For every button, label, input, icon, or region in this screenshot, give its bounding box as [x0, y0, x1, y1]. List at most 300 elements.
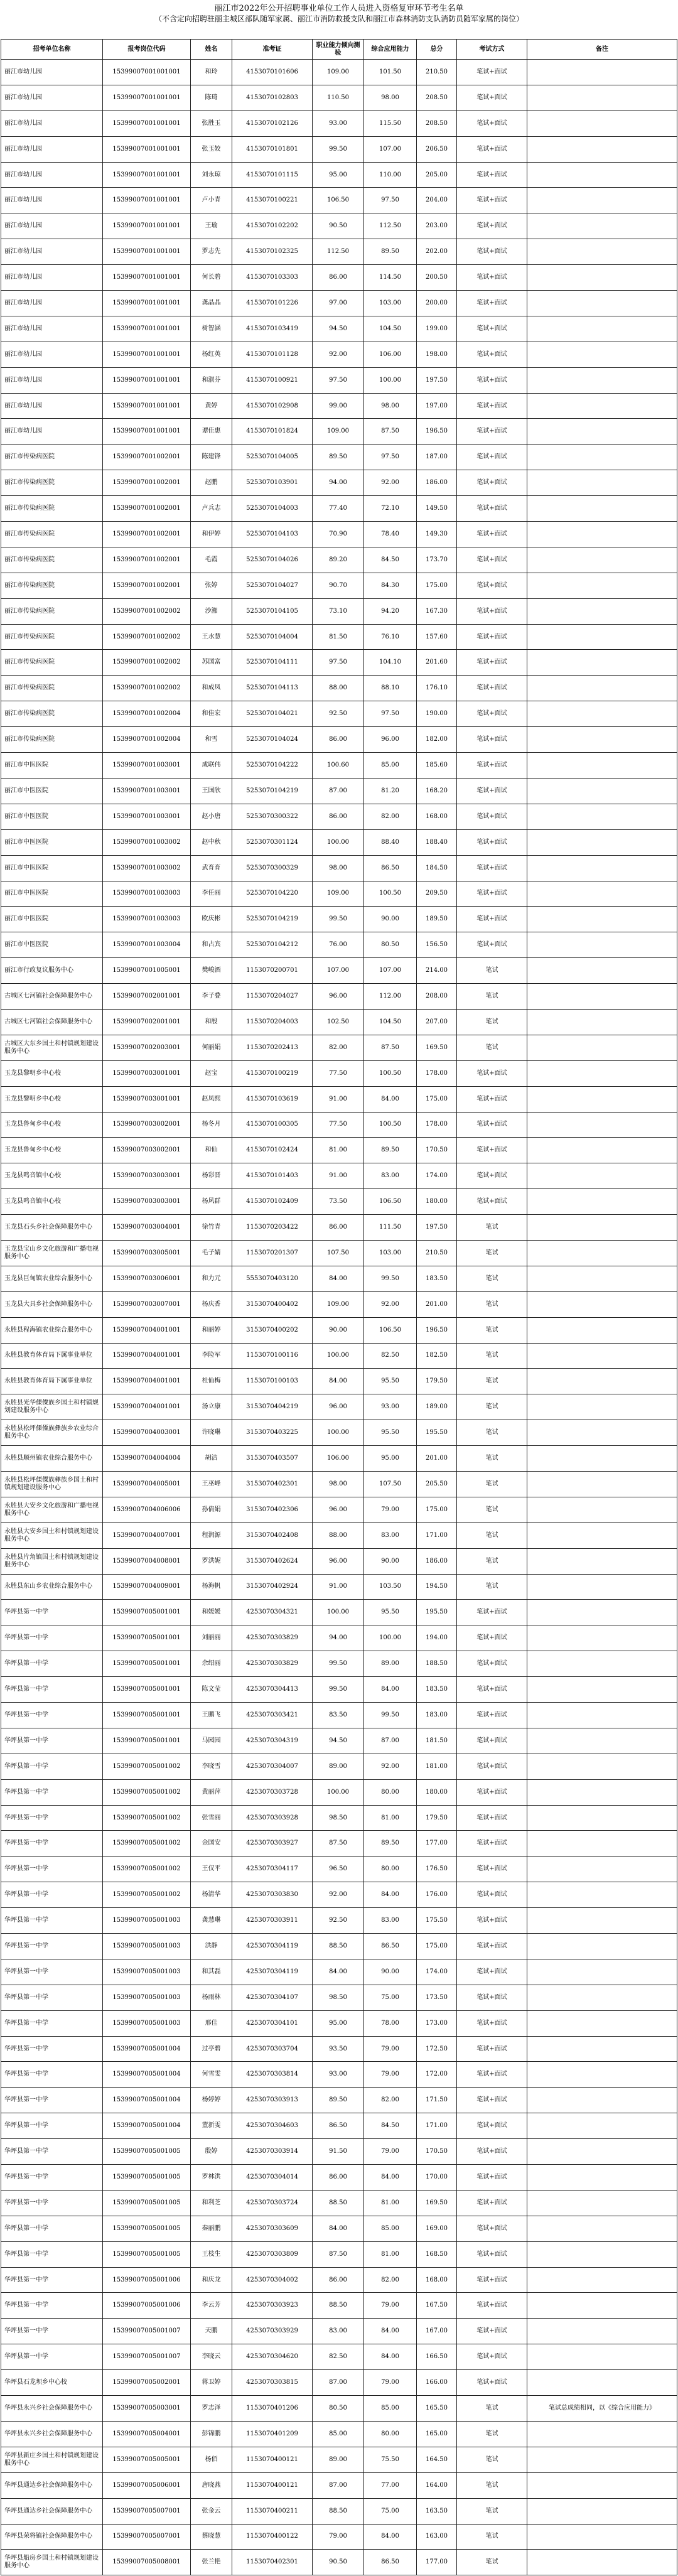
exam-mode-cell: 笔试+面试 — [457, 1985, 527, 2010]
name-cell: 张婷 — [191, 573, 232, 598]
remark-cell — [527, 1857, 677, 1882]
table-row — [1, 1908, 677, 1934]
ticket-cell: 3153070402306 — [232, 1497, 313, 1522]
post-code-cell: 15399007005001006 — [103, 2293, 191, 2319]
ticket-cell: 5253070104026 — [232, 547, 313, 573]
unit-cell: 古城区七河镇社会保障服务中心 — [1, 1009, 103, 1035]
ticket-cell: 4253070303927 — [232, 1831, 313, 1857]
exam-mode-cell: 笔试+面试 — [457, 2165, 527, 2191]
comprehensive-score-cell: 112.50 — [364, 213, 417, 239]
ticket-cell: 4253070304119 — [232, 1934, 313, 1959]
total-score-cell: 170.00 — [417, 2165, 457, 2191]
comprehensive-score-cell: 96.00 — [364, 727, 417, 753]
table-row — [1, 1369, 677, 1394]
aptitude-score-cell: 106.50 — [313, 188, 364, 213]
exam-mode-cell: 笔试+面试 — [457, 855, 527, 881]
name-cell: 蔡晓慧 — [191, 2524, 232, 2550]
aptitude-score-cell: 88.50 — [313, 2498, 364, 2524]
total-score-cell: 182.50 — [417, 1343, 457, 1369]
total-score-cell: 204.00 — [417, 188, 457, 213]
aptitude-score-cell: 87.00 — [313, 2370, 364, 2396]
aptitude-score-cell: 82.00 — [313, 1035, 364, 1060]
post-code-cell: 15399007003001001 — [103, 1086, 191, 1112]
aptitude-score-cell: 86.00 — [313, 2165, 364, 2191]
total-score-cell: 180.00 — [417, 1779, 457, 1805]
table-row — [1, 2421, 677, 2447]
table-row — [1, 316, 677, 342]
table-row — [1, 2113, 677, 2139]
post-code-cell: 15399007005001004 — [103, 2113, 191, 2139]
table-row — [1, 2139, 677, 2165]
ticket-cell: 4253070304014 — [232, 2165, 313, 2191]
remark-cell — [527, 701, 677, 727]
exam-mode-cell: 笔试+面试 — [457, 445, 527, 470]
post-code-cell: 15399007003002001 — [103, 1112, 191, 1138]
exam-mode-cell: 笔试+面试 — [457, 239, 527, 265]
unit-cell: 丽江市幼儿园 — [1, 213, 103, 239]
aptitude-score-cell: 89.50 — [313, 2088, 364, 2113]
name-cell: 彭锦鹏 — [191, 2421, 232, 2447]
remark-cell — [527, 1240, 677, 1266]
aptitude-score-cell: 99.50 — [313, 1677, 364, 1703]
remark-cell — [527, 1343, 677, 1369]
ticket-cell: 4253070303728 — [232, 1779, 313, 1805]
total-score-cell: 170.50 — [417, 1138, 457, 1163]
name-cell: 杨彩晋 — [191, 1163, 232, 1189]
table-row — [1, 2344, 677, 2370]
ticket-cell: 4253070303814 — [232, 2062, 313, 2088]
unit-cell: 永胜县东山乡农业综合服务中心 — [1, 1574, 103, 1600]
name-cell: 唐晓燕 — [191, 2472, 232, 2498]
unit-cell: 华坪县第一中学 — [1, 1754, 103, 1779]
exam-mode-cell: 笔试+面试 — [457, 624, 527, 650]
remark-cell — [527, 598, 677, 624]
ticket-cell: 5253070104222 — [232, 753, 313, 779]
exam-mode-cell: 笔试+面试 — [457, 1728, 527, 1754]
aptitude-score-cell: 109.00 — [313, 1291, 364, 1317]
total-score-cell: 168.50 — [417, 2241, 457, 2267]
table-row — [1, 804, 677, 829]
comprehensive-score-cell: 81.00 — [364, 2190, 417, 2216]
ticket-cell: 5253070104113 — [232, 676, 313, 701]
unit-cell: 丽江市中医医院 — [1, 932, 103, 958]
total-score-cell: 176.00 — [417, 1882, 457, 1908]
comprehensive-score-cell: 85.00 — [364, 753, 417, 779]
ticket-cell: 4153070101115 — [232, 162, 313, 188]
name-cell: 胡洁 — [191, 1446, 232, 1472]
aptitude-score-cell: 99.50 — [313, 136, 364, 162]
ticket-cell: 5253070104005 — [232, 445, 313, 470]
aptitude-score-cell: 91.00 — [313, 1086, 364, 1112]
name-cell: 杨婷婷 — [191, 2088, 232, 2113]
aptitude-score-cell: 94.50 — [313, 1728, 364, 1754]
unit-cell: 华坪县新庄乡国土和村镇规划建设服务中心 — [1, 2447, 103, 2472]
exam-mode-cell: 笔试+面试 — [457, 2010, 527, 2036]
total-score-cell: 194.00 — [417, 1625, 457, 1651]
aptitude-score-cell: 89.20 — [313, 547, 364, 573]
aptitude-score-cell: 95.00 — [313, 2010, 364, 2036]
unit-cell: 华坪县第一中学 — [1, 1934, 103, 1959]
ticket-cell: 4253070303809 — [232, 2241, 313, 2267]
exam-mode-cell: 笔试+面试 — [457, 2036, 527, 2062]
total-score-cell: 200.50 — [417, 265, 457, 291]
unit-cell: 丽江市幼儿园 — [1, 265, 103, 291]
remark-cell — [527, 393, 677, 419]
remark-cell — [527, 1934, 677, 1959]
unit-cell: 丽江市幼儿园 — [1, 291, 103, 316]
total-score-cell: 186.00 — [417, 1548, 457, 1574]
post-code-cell: 15399007001003004 — [103, 932, 191, 958]
table-row — [1, 2010, 677, 2036]
aptitude-score-cell: 100.00 — [313, 1420, 364, 1446]
comprehensive-score-cell: 97.50 — [364, 701, 417, 727]
aptitude-score-cell: 88.50 — [313, 2293, 364, 2319]
remark-cell — [527, 1497, 677, 1522]
aptitude-score-cell: 73.10 — [313, 598, 364, 624]
table-row — [1, 624, 677, 650]
total-score-cell: 172.50 — [417, 2036, 457, 2062]
remark-cell — [527, 2036, 677, 2062]
aptitude-score-cell: 93.00 — [313, 2062, 364, 2088]
post-code-cell: 15399007001001001 — [103, 110, 191, 136]
comprehensive-score-cell: 82.00 — [364, 804, 417, 829]
comprehensive-score-cell: 80.00 — [364, 1779, 417, 1805]
aptitude-score-cell: 89.00 — [313, 1754, 364, 1779]
total-score-cell: 183.50 — [417, 1677, 457, 1703]
exam-mode-cell: 笔试+面试 — [457, 1112, 527, 1138]
total-score-cell: 171.00 — [417, 2113, 457, 2139]
aptitude-score-cell: 93.50 — [313, 2036, 364, 2062]
total-score-cell: 173.50 — [417, 1985, 457, 2010]
post-code-cell: 15399007005001005 — [103, 2216, 191, 2241]
table-row — [1, 1471, 677, 1497]
exam-mode-cell: 笔试 — [457, 1291, 527, 1317]
ticket-cell: 4153070102908 — [232, 393, 313, 419]
comprehensive-score-cell: 107.00 — [364, 958, 417, 984]
unit-cell: 华坪县第一中学 — [1, 2036, 103, 2062]
aptitude-score-cell: 100.00 — [313, 1600, 364, 1625]
remark-cell — [527, 2241, 677, 2267]
post-code-cell: 15399007005001004 — [103, 2036, 191, 2062]
post-code-cell: 15399007004001001 — [103, 1369, 191, 1394]
remark-cell — [527, 2293, 677, 2319]
aptitude-score-cell: 90.00 — [313, 1317, 364, 1343]
post-code-cell: 15399007005001001 — [103, 1600, 191, 1625]
remark-cell — [527, 958, 677, 984]
total-score-cell: 167.30 — [417, 598, 457, 624]
header-remark: 备注 — [527, 40, 677, 60]
header-ticket: 准考证 — [232, 40, 313, 60]
header-total: 总分 — [417, 40, 457, 60]
total-score-cell: 177.00 — [417, 2550, 457, 2575]
table-row — [1, 60, 677, 85]
table-row — [1, 2370, 677, 2396]
table-row — [1, 573, 677, 598]
unit-cell: 玉龙县鸣音镇中心校 — [1, 1163, 103, 1189]
exam-mode-cell: 笔试+面试 — [457, 2370, 527, 2396]
total-score-cell: 174.00 — [417, 1959, 457, 1985]
total-score-cell: 197.00 — [417, 393, 457, 419]
total-score-cell: 149.30 — [417, 522, 457, 547]
unit-cell: 玉龙县宝山乡文化旅游和广播电视服务中心 — [1, 1240, 103, 1266]
unit-cell: 华坪县第一中学 — [1, 2010, 103, 2036]
comprehensive-score-cell: 94.20 — [364, 598, 417, 624]
unit-cell: 华坪县船房乡国土和村镇规划建设服务中心 — [1, 2550, 103, 2575]
comprehensive-score-cell: 90.00 — [364, 1959, 417, 1985]
unit-cell: 华坪县第一中学 — [1, 1857, 103, 1882]
total-score-cell: 188.40 — [417, 829, 457, 855]
unit-cell: 永胜县顺州镇农业综合服务中心 — [1, 1446, 103, 1472]
name-cell: 赵中秋 — [191, 829, 232, 855]
comprehensive-score-cell: 84.00 — [364, 2344, 417, 2370]
name-cell: 陈建锋 — [191, 445, 232, 470]
post-code-cell: 15399007001001001 — [103, 188, 191, 213]
exam-mode-cell: 笔试+面试 — [457, 778, 527, 804]
aptitude-score-cell: 77.40 — [313, 496, 364, 522]
table-row — [1, 522, 677, 547]
table-row — [1, 2293, 677, 2319]
exam-mode-cell: 笔试 — [457, 2472, 527, 2498]
total-score-cell: 214.00 — [417, 958, 457, 984]
unit-cell: 华坪县第一中学 — [1, 1779, 103, 1805]
exam-mode-cell: 笔试+面试 — [457, 1651, 527, 1677]
aptitude-score-cell: 86.50 — [313, 2113, 364, 2139]
comprehensive-score-cell: 75.50 — [364, 2447, 417, 2472]
unit-cell: 华坪县第一中学 — [1, 1625, 103, 1651]
post-code-cell: 15399007005001003 — [103, 1985, 191, 2010]
ticket-cell: 4253070304413 — [232, 1677, 313, 1703]
unit-cell: 华坪县第一中学 — [1, 2344, 103, 2370]
post-code-cell: 15399007001002002 — [103, 650, 191, 676]
exam-mode-cell: 笔试+面试 — [457, 829, 527, 855]
total-score-cell: 165.50 — [417, 2396, 457, 2422]
post-code-cell: 15399007002001001 — [103, 1009, 191, 1035]
table-row — [1, 496, 677, 522]
aptitude-score-cell: 91.50 — [313, 2139, 364, 2165]
remark-cell — [527, 419, 677, 445]
unit-cell: 华坪县第一中学 — [1, 1703, 103, 1728]
remark-cell — [527, 162, 677, 188]
unit-cell: 丽江市传染病医院 — [1, 701, 103, 727]
exam-mode-cell: 笔试 — [457, 958, 527, 984]
name-cell: 李晓雪 — [191, 1754, 232, 1779]
comprehensive-score-cell: 101.50 — [364, 60, 417, 85]
total-score-cell: 189.50 — [417, 907, 457, 932]
comprehensive-score-cell: 88.10 — [364, 676, 417, 701]
exam-mode-cell: 笔试 — [457, 2447, 527, 2472]
total-score-cell: 184.50 — [417, 855, 457, 881]
name-cell: 赵鹏 — [191, 470, 232, 496]
comprehensive-score-cell: 77.00 — [364, 2472, 417, 2498]
post-code-cell: 15399007002001001 — [103, 984, 191, 1010]
unit-cell: 永胜县程海镇农业综合服务中心 — [1, 1317, 103, 1343]
remark-cell — [527, 1060, 677, 1086]
unit-cell: 丽江市传染病医院 — [1, 727, 103, 753]
remark-cell — [527, 2088, 677, 2113]
total-score-cell: 207.00 — [417, 1009, 457, 1035]
aptitude-score-cell: 90.50 — [313, 213, 364, 239]
remark-cell — [527, 496, 677, 522]
comprehensive-score-cell: 114.50 — [364, 265, 417, 291]
name-cell: 龚慧琳 — [191, 1908, 232, 1934]
name-cell: 何雪雯 — [191, 2062, 232, 2088]
remark-cell — [527, 291, 677, 316]
post-code-cell: 15399007004006006 — [103, 1497, 191, 1522]
exam-mode-cell: 笔试+面试 — [457, 136, 527, 162]
exam-mode-cell: 笔试+面试 — [457, 804, 527, 829]
aptitude-score-cell: 99.50 — [313, 907, 364, 932]
comprehensive-score-cell: 89.00 — [364, 1651, 417, 1677]
header-aptitude: 职业能力倾向测验 — [313, 40, 364, 60]
table-row — [1, 2396, 677, 2422]
exam-mode-cell: 笔试+面试 — [457, 1908, 527, 1934]
name-cell: 和成凤 — [191, 676, 232, 701]
comprehensive-score-cell: 100.50 — [364, 881, 417, 907]
post-code-cell: 15399007001001001 — [103, 136, 191, 162]
unit-cell: 丽江市中医医院 — [1, 753, 103, 779]
comprehensive-score-cell: 78.40 — [364, 522, 417, 547]
unit-cell: 丽江市中医医院 — [1, 778, 103, 804]
total-score-cell: 171.00 — [417, 1522, 457, 1548]
table-row — [1, 2088, 677, 2113]
total-score-cell: 168.00 — [417, 2267, 457, 2293]
name-cell: 罗林洪 — [191, 2165, 232, 2191]
name-cell: 和殷 — [191, 1009, 232, 1035]
unit-cell: 华坪县第一中学 — [1, 1882, 103, 1908]
total-score-cell: 168.20 — [417, 778, 457, 804]
post-code-cell: 15399007001003001 — [103, 753, 191, 779]
total-score-cell: 200.00 — [417, 291, 457, 316]
ticket-cell: 4153070101403 — [232, 1163, 313, 1189]
aptitude-score-cell: 86.00 — [313, 265, 364, 291]
post-code-cell: 15399007005001002 — [103, 1857, 191, 1882]
name-cell: 许晓琳 — [191, 1420, 232, 1446]
name-cell: 杨海帆 — [191, 1574, 232, 1600]
comprehensive-score-cell: 95.00 — [364, 1446, 417, 1472]
post-code-cell: 15399007005001005 — [103, 2190, 191, 2216]
exam-mode-cell: 笔试+面试 — [457, 1189, 527, 1215]
remark-cell — [527, 1703, 677, 1728]
name-cell: 杨雨林 — [191, 1985, 232, 2010]
name-cell: 罗洪妮 — [191, 1548, 232, 1574]
comprehensive-score-cell: 79.00 — [364, 2062, 417, 2088]
comprehensive-score-cell: 76.10 — [364, 624, 417, 650]
name-cell: 和丽婷 — [191, 1317, 232, 1343]
post-code-cell: 15399007001005001 — [103, 958, 191, 984]
comprehensive-score-cell: 78.00 — [364, 2010, 417, 2036]
comprehensive-score-cell: 90.00 — [364, 1548, 417, 1574]
aptitude-score-cell: 81.50 — [313, 624, 364, 650]
exam-mode-cell: 笔试 — [457, 1420, 527, 1446]
table-row — [1, 1009, 677, 1035]
total-score-cell: 167.00 — [417, 2319, 457, 2344]
name-cell: 洪静 — [191, 1934, 232, 1959]
total-score-cell: 206.50 — [417, 136, 457, 162]
exam-mode-cell: 笔试+面试 — [457, 1163, 527, 1189]
comprehensive-score-cell: 95.50 — [364, 1420, 417, 1446]
exam-mode-cell: 笔试+面试 — [457, 2216, 527, 2241]
post-code-cell: 15399007004001001 — [103, 1394, 191, 1420]
comprehensive-score-cell: 80.00 — [364, 1857, 417, 1882]
total-score-cell: 178.00 — [417, 1060, 457, 1086]
aptitude-score-cell: 96.00 — [313, 1548, 364, 1574]
post-code-cell: 15399007001001001 — [103, 162, 191, 188]
exam-mode-cell: 笔试+面试 — [457, 2293, 527, 2319]
total-score-cell: 195.50 — [417, 1420, 457, 1446]
post-code-cell: 15399007005001001 — [103, 1728, 191, 1754]
post-code-cell: 15399007004005001 — [103, 1471, 191, 1497]
total-score-cell: 163.50 — [417, 2498, 457, 2524]
total-score-cell: 198.00 — [417, 342, 457, 367]
post-code-cell: 15399007005001002 — [103, 1805, 191, 1831]
exam-mode-cell: 笔试+面试 — [457, 496, 527, 522]
ticket-cell: 5253070104220 — [232, 881, 313, 907]
total-score-cell: 166.50 — [417, 2344, 457, 2370]
post-code-cell: 15399007005001002 — [103, 1754, 191, 1779]
name-cell: 徐竹青 — [191, 1215, 232, 1241]
table-row — [1, 727, 677, 753]
post-code-cell: 15399007001001001 — [103, 265, 191, 291]
post-code-cell: 15399007001002004 — [103, 727, 191, 753]
post-code-cell: 15399007004001001 — [103, 1317, 191, 1343]
comprehensive-score-cell: 84.30 — [364, 573, 417, 598]
remark-cell — [527, 907, 677, 932]
remark-cell — [527, 547, 677, 573]
unit-cell: 古城区大东乡国土和村镇规划建设服务中心 — [1, 1035, 103, 1060]
table-row — [1, 1497, 677, 1522]
name-cell: 和占宾 — [191, 932, 232, 958]
unit-cell: 华坪县第一中学 — [1, 1831, 103, 1857]
aptitude-score-cell: 102.50 — [313, 1009, 364, 1035]
remark-cell — [527, 1291, 677, 1317]
post-code-cell: 15399007005006001 — [103, 2472, 191, 2498]
exam-mode-cell: 笔试+面试 — [457, 650, 527, 676]
name-cell: 王枝生 — [191, 2241, 232, 2267]
remark-cell — [527, 2447, 677, 2472]
ticket-cell: 4253070304117 — [232, 1857, 313, 1882]
remark-cell — [527, 1677, 677, 1703]
comprehensive-score-cell: 82.50 — [364, 1343, 417, 1369]
remark-cell — [527, 650, 677, 676]
ticket-cell: 3153070403507 — [232, 1446, 313, 1472]
aptitude-score-cell: 95.00 — [313, 162, 364, 188]
comprehensive-score-cell: 89.50 — [364, 1138, 417, 1163]
aptitude-score-cell: 77.50 — [313, 1112, 364, 1138]
aptitude-score-cell: 100.00 — [313, 829, 364, 855]
post-code-cell: 15399007001003003 — [103, 907, 191, 932]
total-score-cell: 188.50 — [417, 1651, 457, 1677]
ticket-cell: 4153070103303 — [232, 265, 313, 291]
comprehensive-score-cell: 92.00 — [364, 470, 417, 496]
ticket-cell: 5253070104219 — [232, 907, 313, 932]
exam-mode-cell: 笔试+面试 — [457, 60, 527, 85]
ticket-cell: 4253070303830 — [232, 1882, 313, 1908]
comprehensive-score-cell: 81.00 — [364, 1805, 417, 1831]
table-row — [1, 2447, 677, 2472]
aptitude-score-cell: 94.00 — [313, 470, 364, 496]
unit-cell: 玉龙县黎明乡中心校 — [1, 1086, 103, 1112]
exam-mode-cell: 笔试+面试 — [457, 1060, 527, 1086]
unit-cell: 丽江市幼儿园 — [1, 342, 103, 367]
name-cell: 樊峻酒 — [191, 958, 232, 984]
unit-cell: 丽江市幼儿园 — [1, 110, 103, 136]
comprehensive-score-cell: 86.50 — [364, 1934, 417, 1959]
aptitude-score-cell: 84.00 — [313, 1266, 364, 1291]
name-cell: 李任丽 — [191, 881, 232, 907]
exam-mode-cell: 笔试+面试 — [457, 1625, 527, 1651]
ticket-cell: 1153070201307 — [232, 1240, 313, 1266]
exam-mode-cell: 笔试+面试 — [457, 1805, 527, 1831]
